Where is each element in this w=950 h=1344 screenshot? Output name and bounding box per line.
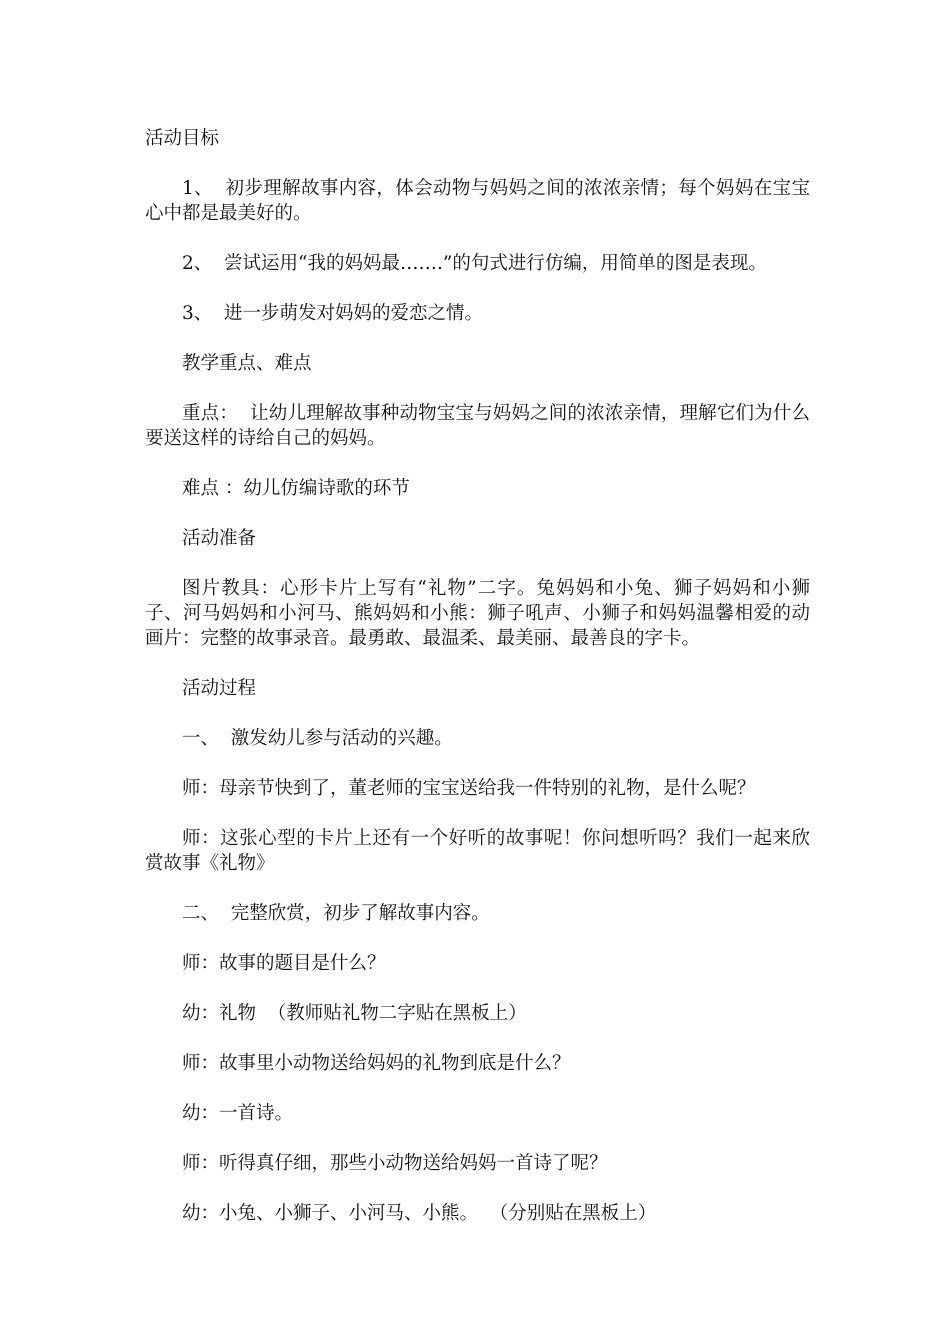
process-step-2: 二、 完整欣赏，初步了解故事内容。: [182, 903, 490, 924]
section-heading-key-points: 教学重点、难点: [182, 353, 312, 374]
dialogue-line: 幼：一首诗。: [182, 1103, 294, 1124]
dialogue-line: 幼：小兔、小狮子、小河马、小熊。 （分别贴在黑板上）: [182, 1203, 657, 1224]
document-body: [145, 126, 810, 1251]
goal-item-2: 2、 尝试运用“我的妈妈最…….”的句式进行仿编，用简单的图是表现。: [182, 253, 767, 274]
dialogue-line: 师：母亲节快到了，董老师的宝宝送给我一件特别的礼物，是什么呢？: [182, 778, 756, 799]
key-point-paragraph: 重点： 让幼儿理解故事种动物宝宝与妈妈之间的浓浓亲情，理解它们为什么要送这样的诗给自己的妈妈。: [145, 403, 810, 449]
process-step-1: 一、 激发幼儿参与活动的兴趣。: [182, 728, 453, 749]
section-heading-preparation: 活动准备: [182, 528, 257, 549]
dialogue-line: 师：故事里小动物送给妈妈的礼物到底是什么？: [182, 1053, 571, 1074]
dialogue-line: 幼：礼物 （教师贴礼物二字贴在黑板上）: [182, 1003, 527, 1024]
section-heading-activity-goals: 活动目标: [145, 128, 220, 149]
dialogue-line: 师：这张心型的卡片上还有一个好听的故事呢！你问想听吗？我们一起来欣赏故事《礼物》: [145, 828, 810, 874]
preparation-paragraph: 图片教具：心形卡片上写有“礼物”二字。兔妈妈和小兔、狮子妈妈和小狮子、河马妈妈和小河马、熊妈妈和小熊：狮子吼声、小狮子和妈妈温馨相爱的动画片：完整的故事录音。最勇敢、最温柔、最美丽、最善良的字卡。: [145, 578, 810, 649]
dialogue-line: 师：故事的题目是什么？: [182, 953, 386, 974]
goal-item-1: 1、 初步理解故事内容，体会动物与妈妈之间的浓浓亲情；每个妈妈在宝宝心中都是最美好的。: [145, 178, 810, 224]
dialogue-line: 师：听得真仔细，那些小动物送给妈妈一首诗了呢？: [182, 1153, 608, 1174]
difficulty-paragraph: 难点 ：幼儿仿编诗歌的环节: [182, 478, 410, 499]
goal-item-3: 3、 进一步萌发对妈妈的爱恋之情。: [182, 303, 484, 324]
section-heading-process: 活动过程: [182, 678, 257, 699]
